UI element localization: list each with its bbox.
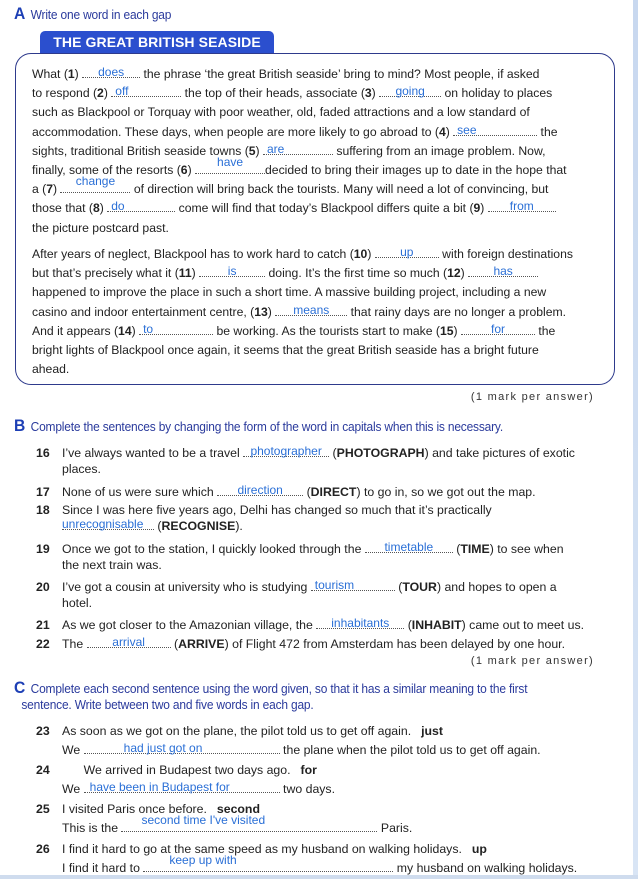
gap-11[interactable] <box>199 266 265 277</box>
section-instruction: Complete each second sentence using the word given, so that it has a similar meaning to the first <box>30 681 528 696</box>
section-letter: A <box>14 4 26 23</box>
answer-7[interactable]: change <box>75 174 116 189</box>
question-18: 18 Since I was here five years ago, Delhi has changed so much that it’s practically unrecognisable (RECOGNISE). <box>36 503 492 533</box>
question-22: 22 The arrival (ARRIVE) of Flight 472 from Amsterdam has been delayed by one hour. <box>36 635 566 651</box>
question-19: 19 Once we got to the station, I quickly looked through the timetable (TIME) to see when the next train was. <box>36 540 564 572</box>
marks-note-b: (1 mark per answer) <box>470 655 594 667</box>
question-17: 17 None of us were sure which direction (DIRECT) to go in, so we got out the map. <box>36 483 536 499</box>
gap-25[interactable] <box>121 813 377 832</box>
answer-5[interactable]: are <box>267 141 285 156</box>
question-24: 24 We arrived in Budapest two days ago. for We have been in Budapest for two days. <box>36 763 336 796</box>
question-25: 25 I visited Paris once before. second This is the second time I've visited Paris. <box>36 802 413 835</box>
answer-1[interactable]: does <box>98 65 125 79</box>
gap-26[interactable] <box>143 853 393 872</box>
question-23: 23 As soon as we got on the plane, the pilot told us to get off again. just We had just got on the plane when the pilot told us to get off again. <box>36 724 541 757</box>
question-26: 26 I find it hard to go at the same speed as my husband on walking holidays. up I find it hard to keep up with my husband on walking holidays. <box>36 842 578 875</box>
gap-5[interactable] <box>263 141 333 156</box>
answer-23[interactable]: had just got on <box>123 741 203 755</box>
marks-note-a: (1 mark per answer) <box>470 391 594 403</box>
section-b-heading <box>14 416 503 436</box>
answer-13[interactable]: means <box>293 302 330 317</box>
gap-19[interactable] <box>365 542 453 553</box>
gap-10[interactable] <box>375 247 439 258</box>
answer-2[interactable]: off <box>115 84 129 99</box>
answer-24[interactable]: have been in Budapest for <box>89 780 230 794</box>
answer-3[interactable]: going <box>395 84 425 99</box>
question-20: 20 I’ve got a cousin at university who is studying tourism (TOUR) and hopes to open a hotel. <box>36 578 557 610</box>
answer-21[interactable]: inhabitants <box>331 616 390 630</box>
answer-17[interactable]: direction <box>237 483 283 497</box>
answer-8[interactable]: do <box>111 199 125 214</box>
answer-15[interactable]: for <box>490 321 505 336</box>
answer-10[interactable]: up <box>400 245 414 259</box>
answer-12[interactable]: has <box>493 264 513 279</box>
gap-6[interactable] <box>195 155 265 174</box>
question-21: 21 As we got closer to the Amazonian village, the inhabitants (INHABIT) came out to meet us. <box>36 616 585 632</box>
passage-paragraph-1: What (1) does the phrase ‘the great British seaside’ bring to mind? Most people, if asked to respond (2) off the top of their heads, associate (3) going on holiday to places such as Blackpool or Torquay with poor weather, old, faded attractions and a low standard of accommodation. These days, when people are more likely to go abroad to (4) see the sights, traditional British seaside towns (5) are suffering from an image problem. Now, finally, some of the resorts (6) have decided to bring their images up to date in the hope that a (7) change of direction will bring back the tourists. Many will need a lot of convincing, but those that (8) do come will find that today’s Blackpool differs quite a bit (9) from the picture postcard past. <box>32 65 567 235</box>
answer-6[interactable]: have <box>217 155 244 170</box>
gap-14[interactable] <box>139 321 213 336</box>
page-edge <box>633 0 638 879</box>
gap-20[interactable] <box>311 580 395 591</box>
answer-18[interactable]: unrecognisable <box>62 517 144 531</box>
gap-24[interactable] <box>84 782 280 793</box>
answer-20[interactable]: tourism <box>314 578 355 592</box>
gap-12[interactable] <box>468 266 538 277</box>
answer-4[interactable]: see <box>457 122 477 137</box>
gap-22[interactable] <box>87 637 171 648</box>
answer-11[interactable]: is <box>227 264 237 279</box>
section-instruction: Complete the sentences by changing the form of the word in capitals when this is necessary. <box>30 419 503 434</box>
gap-9[interactable] <box>488 201 556 212</box>
gap-21[interactable] <box>316 618 404 629</box>
gap-8[interactable] <box>107 201 175 212</box>
question-16: 16 I’ve always wanted to be a travel photographer (PHOTOGRAPH) and take pictures of exotic places. <box>36 444 575 476</box>
answer-16[interactable]: photographer <box>250 444 322 458</box>
section-letter: B <box>14 416 26 435</box>
passage-title: THE GREAT BRITISH SEASIDE <box>40 31 274 53</box>
answer-26[interactable]: keep up with <box>169 853 237 867</box>
gap-4[interactable] <box>453 122 537 137</box>
gap-2[interactable] <box>111 86 181 97</box>
answer-22[interactable]: arrival <box>112 635 145 649</box>
section-letter: C <box>14 678 26 697</box>
gap-16[interactable] <box>243 446 329 457</box>
gap-1[interactable] <box>82 67 140 78</box>
section-instruction: Write one word in each gap <box>30 7 172 22</box>
gap-7[interactable] <box>60 174 130 193</box>
answer-19[interactable]: timetable <box>384 540 434 554</box>
gap-17[interactable] <box>217 485 303 496</box>
passage-paragraph-2: After years of neglect, Blackpool has to work hard to catch (10) up with foreign destinations but that’s precisely what it (11) is doing. It’s the first time so much (12) has happened to improve the place in such a short time. A massive building project, including a new casino and indoor entertainment centre, (13) means that rainy days are no longer a problem. And it appears (14) to be working. As the tourists start to make (15) for the bright lights of Blackpool once again, it seems that the great British seaside has a bright future ahead. <box>32 245 573 377</box>
gap-23[interactable] <box>84 743 280 754</box>
gap-18[interactable] <box>62 519 154 530</box>
gap-13[interactable] <box>275 302 347 317</box>
gap-3[interactable] <box>379 86 441 97</box>
answer-9[interactable]: from <box>509 199 534 214</box>
gap-15[interactable] <box>461 321 535 336</box>
answer-25[interactable]: second time I've visited <box>141 813 266 827</box>
section-a-heading <box>14 4 171 24</box>
section-c-heading: C Complete each second sentence using the word given, so that it has a similar meaning to the first sentence. Write between two and five words in each gap. <box>14 678 528 712</box>
answer-14[interactable]: to <box>143 321 154 336</box>
